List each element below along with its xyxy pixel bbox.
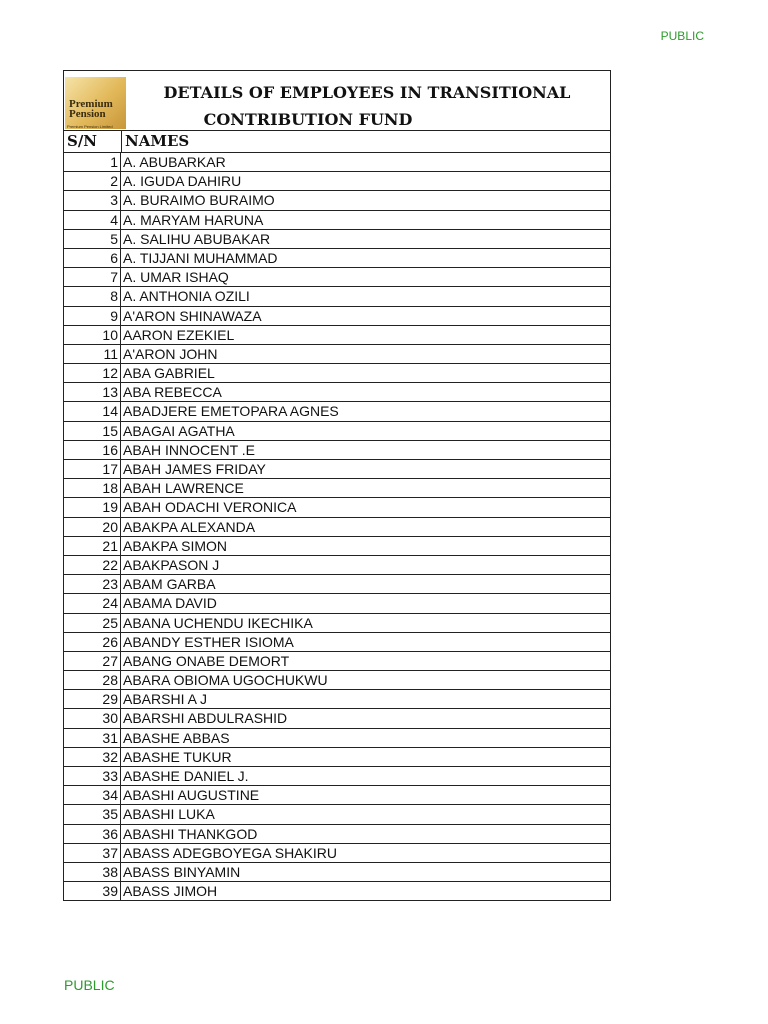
row-serial-number: 18 <box>64 479 121 497</box>
table-row <box>64 767 610 786</box>
row-serial-number: 2 <box>64 172 121 190</box>
table-row <box>64 268 610 287</box>
table-row <box>64 153 610 172</box>
table-row <box>64 345 610 364</box>
row-employee-name: ABARSHI ABDULRASHID <box>123 710 288 727</box>
row-serial-number: 28 <box>64 671 121 689</box>
row-employee-name: ABAH JAMES FRIDAY <box>123 461 266 477</box>
column-header-names: NAMES <box>125 132 190 150</box>
row-serial-number: 10 <box>64 326 121 344</box>
document-title <box>124 79 610 133</box>
row-serial-number: 26 <box>64 633 121 651</box>
row-employee-name: ABA GABRIEL <box>123 365 215 382</box>
row-employee-name: ABADJERE EMETOPARA AGNES <box>123 403 339 420</box>
table-row <box>64 556 610 575</box>
row-employee-name: ABAM GARBA <box>123 576 216 593</box>
table-row <box>64 709 610 728</box>
row-employee-name: ABASS BINYAMIN <box>123 863 241 880</box>
row-employee-name: A'ARON JOHN <box>123 345 218 362</box>
row-serial-number: 3 <box>64 191 121 209</box>
row-employee-name: ABAKPA SIMON <box>123 537 227 554</box>
table-row <box>64 537 610 556</box>
row-employee-name: ABASHI AUGUSTINE <box>123 787 260 804</box>
row-serial-number: 24 <box>64 594 121 612</box>
table-row <box>64 825 610 844</box>
table-row <box>64 422 610 441</box>
row-employee-name: ABANDY ESTHER ISIOMA <box>123 633 294 650</box>
row-serial-number: 22 <box>64 556 121 574</box>
row-serial-number: 30 <box>64 709 121 727</box>
table-row <box>64 326 610 345</box>
row-employee-name: ABAMA DAVID <box>123 595 217 612</box>
row-serial-number: 12 <box>64 364 121 382</box>
row-employee-name: A. ABUBARKAR <box>123 154 226 170</box>
employee-table <box>63 70 611 901</box>
table-row <box>64 441 610 460</box>
row-employee-name: ABAGAI AGATHA <box>123 422 235 439</box>
row-serial-number: 31 <box>64 729 121 747</box>
row-employee-name: A. IGUDA DAHIRU <box>123 173 242 190</box>
row-employee-name: ABA REBECCA <box>123 384 222 401</box>
table-row <box>64 575 610 594</box>
row-employee-name: ABASHE TUKUR <box>123 748 232 765</box>
row-employee-name: A. BURAIMO BURAIMO <box>123 192 275 209</box>
row-serial-number: 1 <box>64 153 121 171</box>
table-row <box>64 211 610 230</box>
row-employee-name: ABASHI THANKGOD <box>123 825 258 842</box>
table-row <box>64 633 610 652</box>
table-row <box>64 594 610 613</box>
row-employee-name: ABANG ONABE DEMORT <box>123 652 290 669</box>
table-row <box>64 307 610 326</box>
title-line-2: CONTRIBUTION FUND <box>203 110 413 129</box>
row-employee-name: ABASS JIMOH <box>123 883 218 900</box>
row-serial-number: 35 <box>64 805 121 823</box>
logo-tagline: Premium Pension Limited <box>67 124 113 129</box>
row-serial-number: 7 <box>64 268 121 286</box>
table-row <box>64 518 610 537</box>
table-row <box>64 498 610 517</box>
row-serial-number: 9 <box>64 307 121 325</box>
table-row <box>64 402 610 421</box>
table-row <box>64 690 610 709</box>
row-serial-number: 37 <box>64 844 121 862</box>
row-serial-number: 23 <box>64 575 121 593</box>
row-employee-name: A. MARYAM HARUNA <box>123 211 264 228</box>
column-headers <box>64 131 610 153</box>
row-serial-number: 5 <box>64 230 121 248</box>
table-row <box>64 479 610 498</box>
row-serial-number: 8 <box>64 287 121 305</box>
table-row <box>64 287 610 306</box>
row-employee-name: A. TIJJANI MUHAMMAD <box>123 249 278 266</box>
table-body <box>64 153 610 901</box>
row-serial-number: 13 <box>64 383 121 401</box>
row-employee-name: ABAH LAWRENCE <box>123 480 244 497</box>
table-row <box>64 863 610 882</box>
row-serial-number: 17 <box>64 460 121 478</box>
logo-line1: Premium <box>69 98 113 110</box>
row-employee-name: ABASHE DANIEL J. <box>123 768 249 784</box>
row-serial-number: 16 <box>64 441 121 459</box>
row-employee-name: AARON EZEKIEL <box>123 326 235 343</box>
row-serial-number: 39 <box>64 882 121 900</box>
column-header-sn: S/N <box>64 131 122 152</box>
row-employee-name: ABAKPA ALEXANDA <box>123 518 256 535</box>
row-serial-number: 4 <box>64 211 121 229</box>
row-employee-name: ABASS ADEGBOYEGA SHAKIRU <box>123 844 337 861</box>
row-serial-number: 36 <box>64 825 121 843</box>
row-employee-name: ABAKPASON J <box>123 556 220 573</box>
logo-line2: Pension <box>69 108 106 120</box>
table-row <box>64 805 610 824</box>
row-employee-name: A. SALIHU ABUBAKAR <box>123 230 271 247</box>
classification-label-bottom: PUBLIC <box>64 977 115 993</box>
row-serial-number: 15 <box>64 422 121 440</box>
row-employee-name: ABASHI LUKA <box>123 806 215 823</box>
table-row <box>64 786 610 805</box>
table-row <box>64 844 610 863</box>
table-row <box>64 652 610 671</box>
row-serial-number: 29 <box>64 690 121 708</box>
table-row <box>64 383 610 402</box>
row-serial-number: 11 <box>64 345 121 363</box>
row-serial-number: 6 <box>64 249 121 267</box>
table-row <box>64 249 610 268</box>
row-serial-number: 34 <box>64 786 121 804</box>
table-row <box>64 882 610 901</box>
table-row <box>64 460 610 479</box>
row-employee-name: ABARSHI A J <box>123 691 208 708</box>
table-row <box>64 614 610 633</box>
row-serial-number: 33 <box>64 767 121 785</box>
table-row <box>64 172 610 191</box>
row-serial-number: 21 <box>64 537 121 555</box>
row-serial-number: 38 <box>64 863 121 881</box>
table-row <box>64 748 610 767</box>
title-line-1: DETAILS OF EMPLOYEES IN TRANSITIONAL <box>163 83 571 102</box>
row-employee-name: A. UMAR ISHAQ <box>123 269 229 286</box>
row-serial-number: 20 <box>64 518 121 536</box>
row-employee-name: A. ANTHONIA OZILI <box>123 288 250 305</box>
table-row <box>64 191 610 210</box>
table-row <box>64 364 610 383</box>
row-serial-number: 14 <box>64 402 121 420</box>
table-row <box>64 671 610 690</box>
row-employee-name: ABAH ODACHI VERONICA <box>123 499 297 516</box>
row-serial-number: 32 <box>64 748 121 766</box>
table-row <box>64 729 610 748</box>
table-row <box>64 230 610 249</box>
table-header <box>64 71 610 131</box>
row-serial-number: 27 <box>64 652 121 670</box>
row-employee-name: A'ARON SHINAWAZA <box>123 307 262 324</box>
premium-pension-logo <box>65 77 126 129</box>
row-serial-number: 25 <box>64 614 121 632</box>
row-employee-name: ABARA OBIOMA UGOCHUKWU <box>123 672 328 689</box>
row-employee-name: ABANA UCHENDU IKECHIKA <box>123 614 313 631</box>
row-employee-name: ABASHE ABBAS <box>123 729 230 746</box>
classification-label-top: PUBLIC <box>660 29 704 43</box>
row-serial-number: 19 <box>64 498 121 516</box>
row-employee-name: ABAH INNOCENT .E <box>123 441 255 458</box>
